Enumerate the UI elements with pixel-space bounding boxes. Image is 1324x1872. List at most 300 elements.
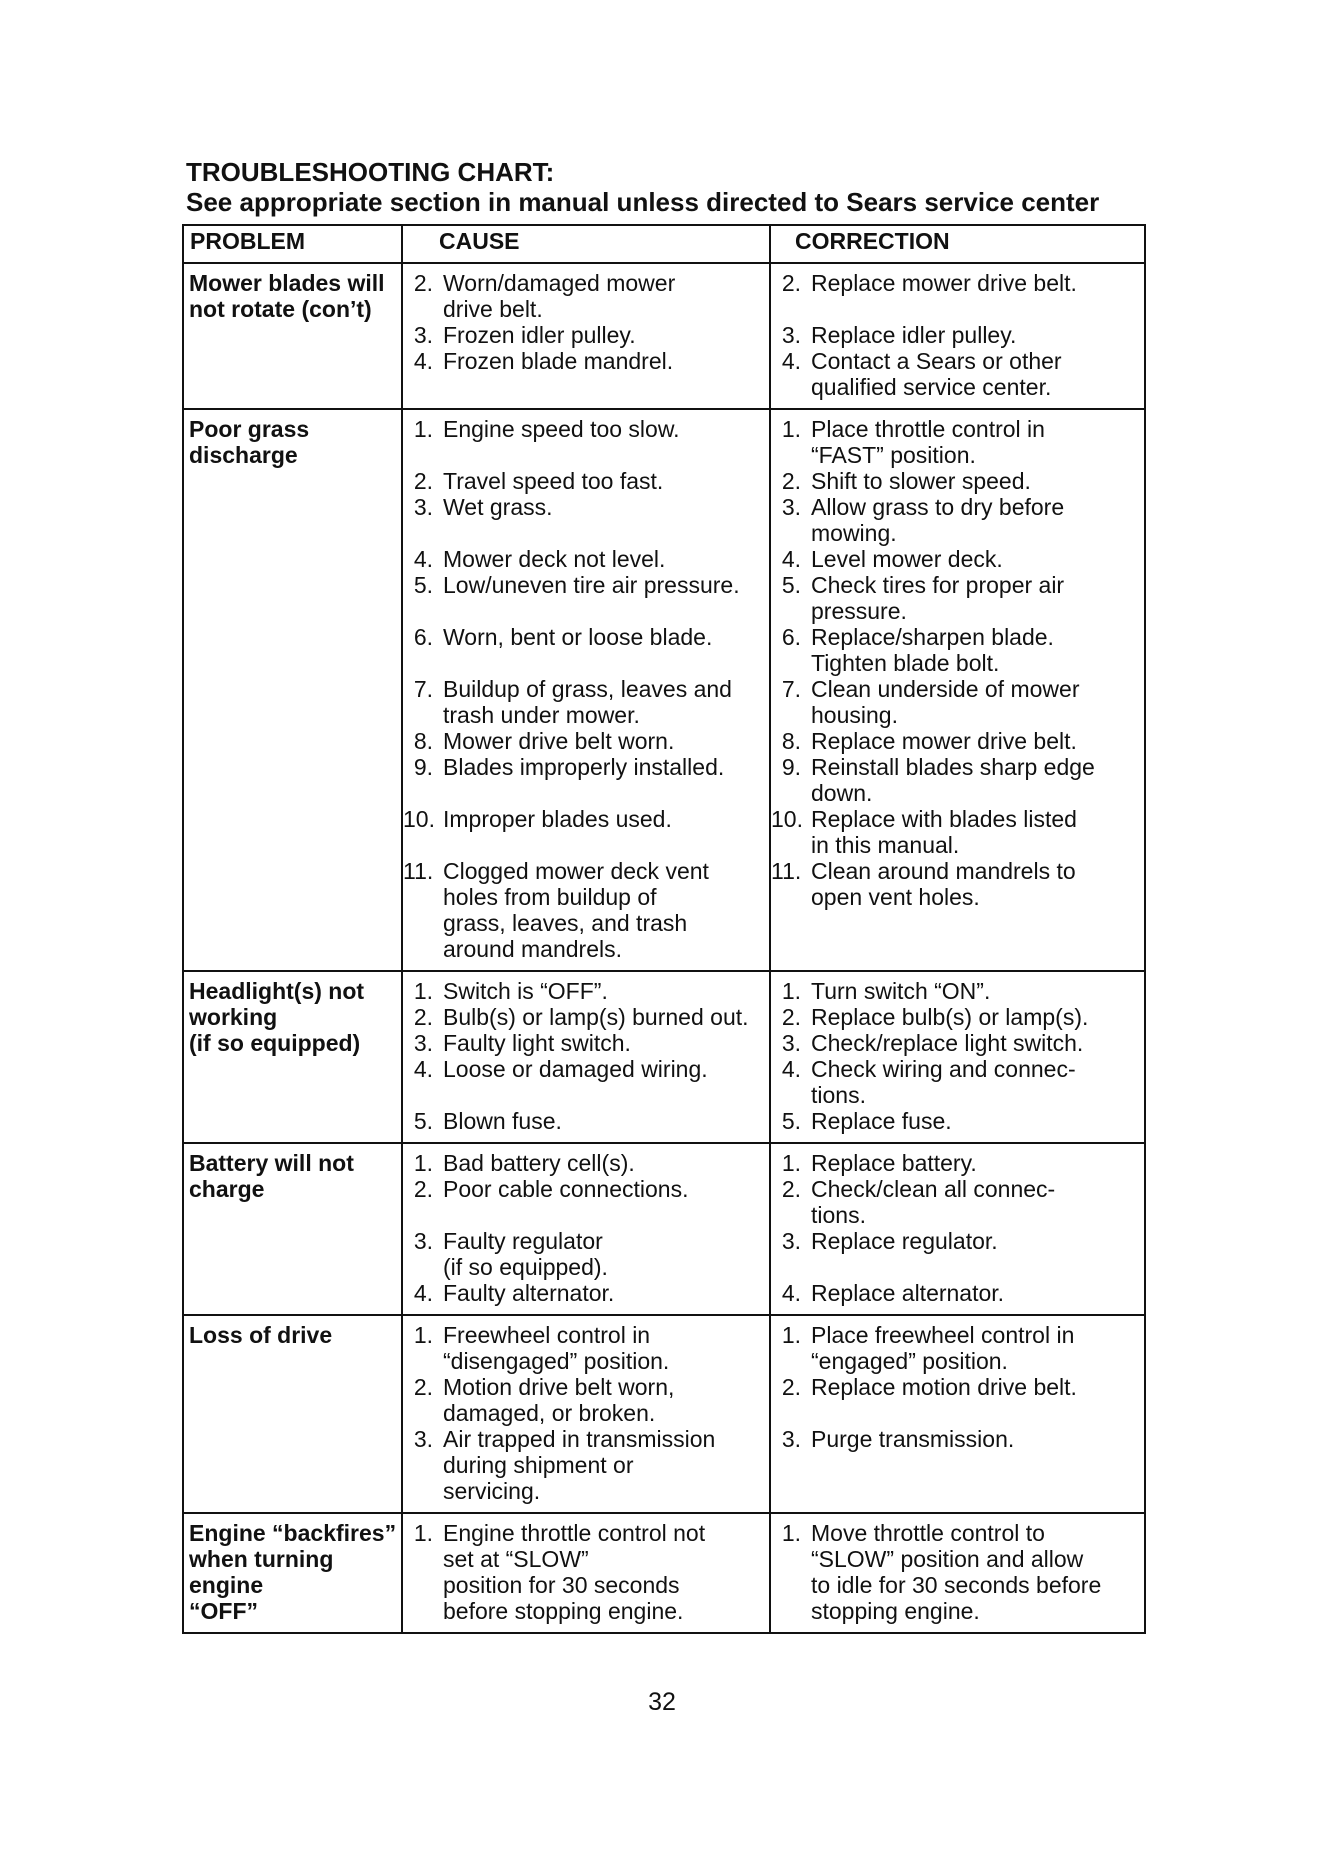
cause-number: 6.: [413, 624, 433, 650]
correction-line: Purge transmission.: [811, 1426, 1015, 1452]
correction-cell: [770, 1513, 1145, 1633]
cause-item: [403, 676, 765, 728]
correction-line: to idle for 30 seconds before: [811, 1572, 1102, 1598]
correction-item: [771, 1108, 1140, 1134]
cause-number: 3.: [413, 1228, 433, 1254]
cause-number: 5.: [413, 572, 433, 598]
cause-number: 3.: [413, 1426, 433, 1452]
problem-line: (if so equipped): [189, 1030, 361, 1056]
cause-line: position for 30 seconds: [443, 1572, 680, 1598]
correction-cell: [770, 1315, 1145, 1513]
correction-line: Replace regulator.: [811, 1228, 998, 1254]
cause-number: 1.: [413, 416, 433, 442]
cause-line: during shipment or: [443, 1452, 634, 1478]
cause-item: [403, 322, 765, 348]
correction-line: Reinstall blades sharp edge: [811, 754, 1095, 780]
correction-number: 5.: [781, 1108, 801, 1134]
cause-line: Blown fuse.: [443, 1108, 562, 1134]
correction-text: [811, 572, 1140, 624]
cause-item: [403, 348, 765, 374]
cause-number: 1.: [413, 1150, 433, 1176]
problem-line: Engine “backfires”: [189, 1520, 397, 1546]
cause-text: [443, 1108, 765, 1134]
cause-cell: [402, 1315, 770, 1513]
cause-line: damaged, or broken.: [443, 1400, 656, 1426]
spacer: [443, 1082, 765, 1108]
cause-line: grass, leaves, and trash: [443, 910, 688, 936]
problem-line: charge: [189, 1176, 265, 1202]
correction-text: [811, 468, 1140, 494]
correction-number: 4.: [781, 1280, 801, 1306]
correction-text: [811, 806, 1140, 858]
cause-number: 8.: [413, 728, 433, 754]
correction-line: Level mower deck.: [811, 546, 1003, 572]
cause-line: before stopping engine.: [443, 1598, 684, 1624]
cause-line: Engine throttle control not: [443, 1520, 706, 1546]
correction-line: stopping engine.: [811, 1598, 980, 1624]
cause-item: [403, 806, 765, 858]
correction-number: 3.: [781, 494, 801, 520]
correction-item: [771, 624, 1140, 676]
correction-text: [811, 1374, 1140, 1426]
cause-line: Travel speed too fast.: [443, 468, 664, 494]
cause-line: Poor cable connections.: [443, 1176, 689, 1202]
correction-item: [771, 348, 1140, 400]
correction-line: Check/replace light switch.: [811, 1030, 1084, 1056]
cause-item: [403, 572, 765, 624]
cause-line: Freewheel control in: [443, 1322, 651, 1348]
cause-item: [403, 1322, 765, 1374]
correction-number: 3.: [781, 1426, 801, 1452]
cause-text: [443, 468, 765, 494]
correction-line: housing.: [811, 702, 898, 728]
cause-number: 3.: [413, 322, 433, 348]
correction-number: 1.: [781, 416, 801, 442]
correction-text: [811, 754, 1140, 806]
chart-title: TROUBLESHOOTING CHART:: [186, 157, 555, 187]
correction-item: [771, 494, 1140, 546]
correction-line: Contact a Sears or other: [811, 348, 1062, 374]
cause-line: Clogged mower deck vent: [443, 858, 709, 884]
spacer: [443, 598, 765, 624]
correction-number: 5.: [781, 572, 801, 598]
cause-item: [403, 754, 765, 806]
cause-item: [403, 728, 765, 754]
correction-item: [771, 1030, 1140, 1056]
correction-line: Clean around mandrels to: [811, 858, 1076, 884]
spacer: [811, 1254, 1140, 1280]
cause-text: [443, 624, 765, 676]
troubleshooting-table: [182, 224, 1146, 1634]
spacer: [811, 1400, 1140, 1426]
correction-number: 3.: [781, 1228, 801, 1254]
cause-line: Worn, bent or loose blade.: [443, 624, 713, 650]
correction-number: 7.: [781, 676, 801, 702]
correction-line: qualified service center.: [811, 374, 1052, 400]
cause-line: Switch is “OFF”.: [443, 978, 608, 1004]
cause-item: [403, 1426, 765, 1504]
problem-line: discharge: [189, 442, 298, 468]
cause-cell: [402, 263, 770, 409]
cause-line: Faulty regulator: [443, 1228, 603, 1254]
correction-text: [811, 1322, 1140, 1374]
correction-text: [811, 1228, 1140, 1280]
problem-cell: [183, 263, 402, 409]
cause-line: Loose or damaged wiring.: [443, 1056, 708, 1082]
table-row: [183, 1143, 1145, 1315]
header-correction: CORRECTION: [770, 225, 1145, 263]
correction-line: Replace with blades listed: [811, 806, 1077, 832]
cause-cell: [402, 971, 770, 1143]
correction-item: [771, 468, 1140, 494]
problem-cell: [183, 971, 402, 1143]
cause-line: Frozen idler pulley.: [443, 322, 636, 348]
correction-line: Check tires for proper air: [811, 572, 1065, 598]
cause-line: drive belt.: [443, 296, 543, 322]
correction-line: Turn switch “ON”.: [811, 978, 991, 1004]
correction-number: 4.: [781, 546, 801, 572]
correction-text: [811, 494, 1140, 546]
cause-text: [443, 348, 765, 374]
correction-item: [771, 1150, 1140, 1176]
correction-item: [771, 728, 1140, 754]
cause-line: Buildup of grass, leaves and: [443, 676, 732, 702]
correction-number: 2.: [781, 468, 801, 494]
cause-line: Air trapped in transmission: [443, 1426, 716, 1452]
correction-line: Replace/sharpen blade.: [811, 624, 1054, 650]
correction-item: [771, 978, 1140, 1004]
correction-line: Check/clean all connec-: [811, 1176, 1056, 1202]
correction-text: [811, 1108, 1140, 1134]
correction-line: Replace fuse.: [811, 1108, 952, 1134]
cause-number: 1.: [413, 978, 433, 1004]
correction-number: 3.: [781, 1030, 801, 1056]
spacer: [443, 442, 765, 468]
cause-item: [403, 1056, 765, 1108]
cause-line: Low/uneven tire air pressure.: [443, 572, 740, 598]
cause-line: Engine speed too slow.: [443, 416, 680, 442]
table-row: [183, 1315, 1145, 1513]
correction-number: 1.: [781, 978, 801, 1004]
cause-item: [403, 1030, 765, 1056]
chart-subtitle: See appropriate section in manual unless directed to Sears service center: [186, 187, 1100, 217]
cause-number: 2.: [413, 1374, 433, 1400]
correction-text: [811, 270, 1140, 322]
cause-item: [403, 1004, 765, 1030]
correction-item: [771, 1176, 1140, 1228]
cause-line: “disengaged” position.: [443, 1348, 670, 1374]
cause-line: Blades improperly installed.: [443, 754, 725, 780]
cause-line: Bulb(s) or lamp(s) burned out.: [443, 1004, 749, 1030]
correction-item: [771, 1322, 1140, 1374]
correction-number: 1.: [781, 1150, 801, 1176]
cause-number: 11.: [403, 858, 434, 884]
cause-line: Frozen blade mandrel.: [443, 348, 674, 374]
correction-item: [771, 546, 1140, 572]
cause-item: [403, 1150, 765, 1176]
correction-line: Place throttle control in: [811, 416, 1045, 442]
cause-item: [403, 1374, 765, 1426]
correction-line: down.: [811, 780, 873, 806]
table-body: [183, 263, 1145, 1633]
correction-line: Replace bulb(s) or lamp(s).: [811, 1004, 1089, 1030]
cause-item: [403, 1176, 765, 1228]
cause-item: [403, 978, 765, 1004]
spacer: [443, 1202, 765, 1228]
correction-line: Tighten blade bolt.: [811, 650, 1000, 676]
correction-item: [771, 1374, 1140, 1426]
header-problem: PROBLEM: [183, 225, 402, 263]
problem-line: Loss of drive: [189, 1322, 333, 1348]
correction-line: Replace mower drive belt.: [811, 270, 1077, 296]
correction-text: [811, 1004, 1140, 1030]
cause-number: 2.: [413, 1004, 433, 1030]
cause-text: [443, 858, 765, 962]
spacer: [811, 296, 1140, 322]
correction-cell: [770, 971, 1145, 1143]
correction-number: 1.: [781, 1322, 801, 1348]
cause-number: 4.: [413, 546, 433, 572]
table-header-row: [183, 225, 1145, 263]
cause-text: [443, 978, 765, 1004]
cause-cell: [402, 1143, 770, 1315]
cause-line: Motion drive belt worn,: [443, 1374, 675, 1400]
cause-text: [443, 1228, 765, 1280]
correction-line: Place freewheel control in: [811, 1322, 1075, 1348]
correction-line: Check wiring and connec-: [811, 1056, 1076, 1082]
correction-text: [811, 348, 1140, 400]
correction-number: 11.: [771, 858, 802, 884]
cause-text: [443, 1374, 765, 1426]
cause-text: [443, 546, 765, 572]
correction-line: pressure.: [811, 598, 907, 624]
cause-line: Improper blades used.: [443, 806, 672, 832]
problem-cell: [183, 1513, 402, 1633]
problem-line: working: [189, 1004, 278, 1030]
correction-number: 9.: [781, 754, 801, 780]
cause-number: 1.: [413, 1322, 433, 1348]
table-row: [183, 1513, 1145, 1633]
correction-number: 3.: [781, 322, 801, 348]
correction-line: tions.: [811, 1202, 866, 1228]
cause-number: 4.: [413, 1280, 433, 1306]
cause-text: [443, 1004, 765, 1030]
correction-line: Replace motion drive belt.: [811, 1374, 1077, 1400]
correction-item: [771, 1426, 1140, 1452]
correction-line: Replace battery.: [811, 1150, 977, 1176]
cause-cell: [402, 409, 770, 971]
problem-line: Poor grass: [189, 416, 310, 442]
correction-item: [771, 1228, 1140, 1280]
correction-line: Replace alternator.: [811, 1280, 1005, 1306]
correction-line: open vent holes.: [811, 884, 980, 910]
cause-text: [443, 494, 765, 546]
correction-item: [771, 572, 1140, 624]
correction-number: 1.: [781, 1520, 801, 1546]
cause-number: 3.: [413, 494, 433, 520]
cause-line: Bad battery cell(s).: [443, 1150, 635, 1176]
cause-number: 1.: [413, 1520, 433, 1546]
correction-item: [771, 676, 1140, 728]
correction-item: [771, 322, 1140, 348]
correction-line: in this manual.: [811, 832, 960, 858]
spacer: [443, 780, 765, 806]
cause-line: (if so equipped).: [443, 1254, 608, 1280]
correction-text: [811, 322, 1140, 348]
cause-line: Worn/damaged mower: [443, 270, 676, 296]
correction-item: [771, 806, 1140, 858]
cause-text: [443, 1056, 765, 1108]
cause-text: [443, 754, 765, 806]
correction-line: Move throttle control to: [811, 1520, 1045, 1546]
correction-item: [771, 416, 1140, 468]
correction-line: Allow grass to dry before: [811, 494, 1065, 520]
correction-text: [811, 1030, 1140, 1056]
correction-item: [771, 1280, 1140, 1306]
table-row: [183, 971, 1145, 1143]
cause-number: 10.: [403, 806, 435, 832]
cause-line: trash under mower.: [443, 702, 640, 728]
correction-text: [811, 728, 1140, 754]
cause-text: [443, 1426, 765, 1504]
problem-line: engine: [189, 1572, 264, 1598]
correction-number: 2.: [781, 270, 801, 296]
problem-line: Mower blades will: [189, 270, 385, 296]
correction-number: 2.: [781, 1374, 801, 1400]
correction-text: [811, 1176, 1140, 1228]
correction-line: Replace idler pulley.: [811, 322, 1017, 348]
correction-number: 2.: [781, 1004, 801, 1030]
cause-line: Mower deck not level.: [443, 546, 666, 572]
correction-number: 10.: [771, 806, 803, 832]
correction-number: 8.: [781, 728, 801, 754]
correction-text: [811, 416, 1140, 468]
correction-line: “FAST” position.: [811, 442, 976, 468]
cause-number: 4.: [413, 1056, 433, 1082]
cause-number: 9.: [413, 754, 433, 780]
correction-item: [771, 754, 1140, 806]
table-row: [183, 409, 1145, 971]
problem-cell: [183, 409, 402, 971]
correction-cell: [770, 409, 1145, 971]
correction-text: [811, 1520, 1140, 1624]
cause-line: around mandrels.: [443, 936, 622, 962]
cause-line: holes from buildup of: [443, 884, 657, 910]
spacer: [443, 650, 765, 676]
correction-line: “SLOW” position and allow: [811, 1546, 1084, 1572]
cause-item: [403, 270, 765, 322]
correction-line: Replace mower drive belt.: [811, 728, 1077, 754]
cause-item: [403, 1520, 765, 1624]
correction-item: [771, 858, 1140, 910]
problem-line: Battery will not: [189, 1150, 354, 1176]
correction-text: [811, 1280, 1140, 1306]
cause-line: servicing.: [443, 1478, 541, 1504]
cause-line: Faulty light switch.: [443, 1030, 631, 1056]
cause-text: [443, 1150, 765, 1176]
correction-text: [811, 858, 1140, 910]
correction-number: 6.: [781, 624, 801, 650]
correction-text: [811, 1150, 1140, 1176]
problem-cell: [183, 1143, 402, 1315]
cause-line: set at “SLOW”: [443, 1546, 589, 1572]
correction-line: “engaged” position.: [811, 1348, 1008, 1374]
table-row: [183, 263, 1145, 409]
cause-item: [403, 546, 765, 572]
correction-item: [771, 270, 1140, 322]
header-cause: CAUSE: [402, 225, 770, 263]
spacer: [443, 520, 765, 546]
cause-line: Wet grass.: [443, 494, 553, 520]
cause-number: 2.: [413, 468, 433, 494]
cause-text: [443, 416, 765, 468]
correction-line: Clean underside of mower: [811, 676, 1080, 702]
spacer: [443, 832, 765, 858]
cause-number: 2.: [413, 1176, 433, 1202]
cause-item: [403, 416, 765, 468]
cause-number: 5.: [413, 1108, 433, 1134]
cause-text: [443, 572, 765, 624]
correction-cell: [770, 263, 1145, 409]
cause-item: [403, 1108, 765, 1134]
correction-text: [811, 1426, 1140, 1452]
correction-text: [811, 1056, 1140, 1108]
correction-cell: [770, 1143, 1145, 1315]
cause-number: 2.: [413, 270, 433, 296]
correction-text: [811, 978, 1140, 1004]
correction-line: mowing.: [811, 520, 897, 546]
cause-line: Mower drive belt worn.: [443, 728, 675, 754]
problem-line: Headlight(s) not: [189, 978, 365, 1004]
correction-line: tions.: [811, 1082, 866, 1108]
cause-item: [403, 494, 765, 546]
correction-number: 2.: [781, 1176, 801, 1202]
correction-item: [771, 1520, 1140, 1624]
correction-line: Shift to slower speed.: [811, 468, 1031, 494]
correction-number: 4.: [781, 348, 801, 374]
cause-number: 7.: [413, 676, 433, 702]
cause-item: [403, 1228, 765, 1280]
correction-text: [811, 624, 1140, 676]
correction-text: [811, 676, 1140, 728]
correction-text: [811, 546, 1140, 572]
cause-text: [443, 1280, 765, 1306]
cause-line: Faulty alternator.: [443, 1280, 615, 1306]
problem-line: when turning: [189, 1546, 334, 1572]
cause-item: [403, 624, 765, 676]
correction-item: [771, 1004, 1140, 1030]
problem-line: “OFF”: [189, 1598, 258, 1624]
cause-text: [443, 1176, 765, 1228]
cause-text: [443, 1030, 765, 1056]
cause-cell: [402, 1513, 770, 1633]
cause-number: 3.: [413, 1030, 433, 1056]
cause-item: [403, 858, 765, 962]
cause-text: [443, 270, 765, 322]
cause-number: 4.: [413, 348, 433, 374]
correction-item: [771, 1056, 1140, 1108]
cause-text: [443, 322, 765, 348]
problem-cell: [183, 1315, 402, 1513]
problem-line: not rotate (con’t): [189, 296, 372, 322]
cause-item: [403, 468, 765, 494]
page-number: 32: [648, 1688, 676, 1716]
cause-text: [443, 806, 765, 858]
cause-item: [403, 1280, 765, 1306]
cause-text: [443, 676, 765, 728]
correction-number: 4.: [781, 1056, 801, 1082]
cause-text: [443, 1520, 765, 1624]
